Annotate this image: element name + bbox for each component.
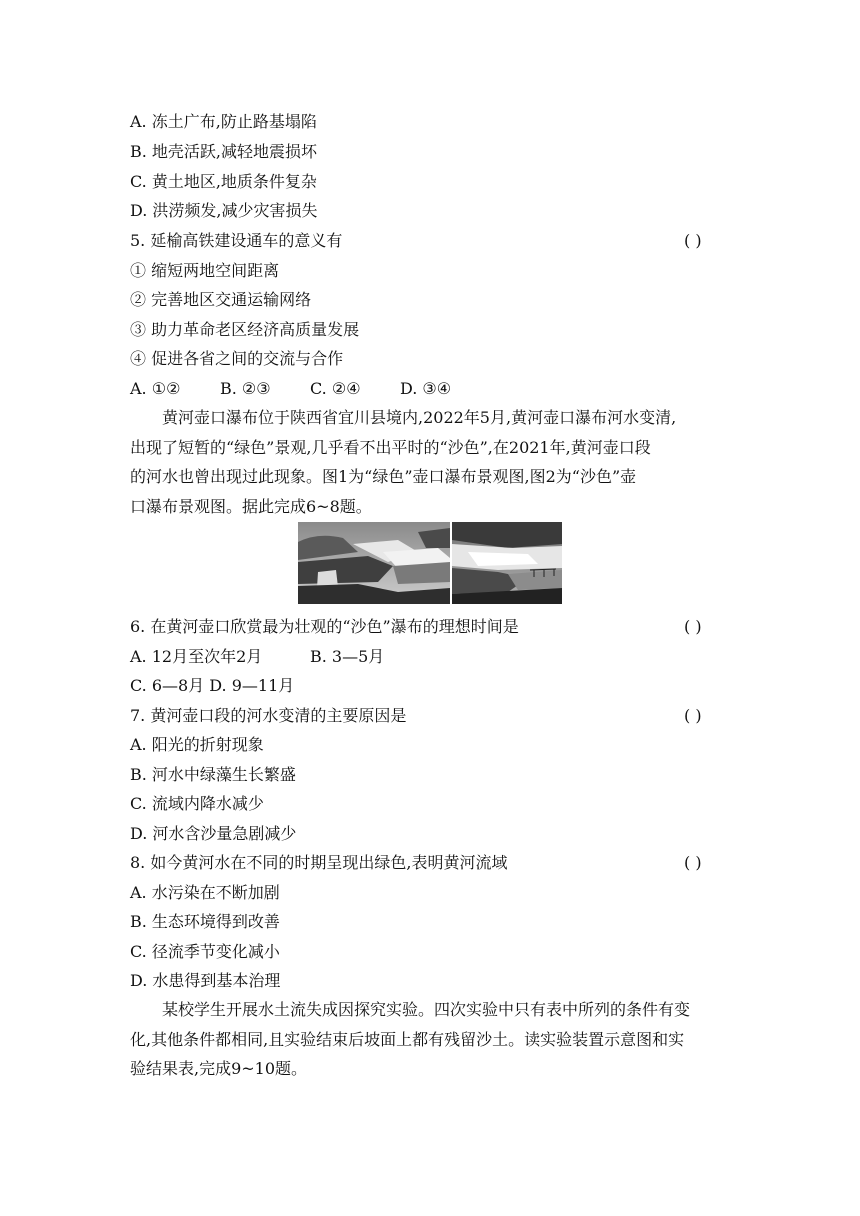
waterfall-photos: [298, 522, 562, 604]
figure-2-sandy-waterfall: [452, 522, 562, 604]
q5-item-1: ① 缩短两地空间距离: [130, 261, 280, 280]
q8-option-a: A. 水污染在不断加剧: [130, 883, 280, 902]
q4-option-b: B. 地壳活跃,减轻地震损坏: [130, 142, 318, 161]
passage1-line-1: 黄河壶口瀑布位于陕西省宜川县境内,2022年5月,黄河壶口瀑布河水变清,: [162, 408, 677, 427]
passage1-line-2: 出现了短暂的“绿色”景观,几乎看不出平时的“沙色”,在2021年,黄河壶口段: [130, 437, 651, 457]
q6-options-row-1: [130, 647, 384, 667]
q5-option-b: B. ②③: [220, 379, 271, 398]
q7-option-a: A. 阳光的折射现象: [130, 735, 264, 754]
q6-stem: 6. 在黄河壶口欣赏最为壮观的“沙色”瀑布的理想时间是: [130, 617, 519, 636]
q6-option-a: A. 12月至次年2月: [130, 647, 263, 666]
q4-option-a: A. 冻土广布,防止路基塌陷: [130, 112, 317, 131]
q6-answer-bracket: ( ): [684, 617, 702, 636]
q5-answer-bracket: ( ): [684, 231, 702, 250]
q5-option-d: D. ③④: [400, 379, 452, 398]
q8-option-c: C. 径流季节变化减小: [130, 942, 280, 961]
q7-option-d: D. 河水含沙量急剧减少: [130, 824, 297, 843]
q4-option-d: D. 洪涝频发,减少灾害损失: [130, 201, 318, 220]
q6-options-row-2: C. 6—8月 D. 9—11月: [130, 676, 295, 695]
q6-option-b: B. 3—5月: [310, 647, 385, 666]
q5-option-c: C. ②④: [310, 379, 361, 398]
passage2-line-2: 化,其他条件都相同,且实验结束后坡面上都有残留沙土。读实验装置示意图和实: [130, 1029, 685, 1049]
passage2-line-1: 某校学生开展水土流失成因探究实验。四次实验中只有表中所列的条件有变: [162, 1000, 691, 1019]
q5-options: [130, 379, 451, 399]
q7-answer-bracket: ( ): [684, 706, 702, 725]
q7-option-c: C. 流域内降水减少: [130, 794, 264, 813]
passage1-line-4: 口瀑布景观图。据此完成6~8题。: [130, 496, 372, 516]
passage-hukou-waterfall: [130, 403, 730, 521]
q5-stem: 5. 延榆高铁建设通车的意义有: [130, 231, 343, 250]
q8-stem: 8. 如今黄河水在不同的时期呈现出绿色,表明黄河流域: [130, 853, 508, 872]
q5-item-3: ③ 助力革命老区经济高质量发展: [130, 320, 360, 339]
waterfall-photo-figure: [298, 522, 562, 604]
figure-1-green-waterfall: [298, 522, 450, 604]
q7-stem: 7. 黄河壶口段的河水变清的主要原因是: [130, 706, 407, 725]
q8-option-b: B. 生态环境得到改善: [130, 912, 280, 931]
q5-item-2: ② 完善地区交通运输网络: [130, 290, 312, 309]
q5-option-a: A. ①②: [130, 379, 181, 398]
passage-soil-erosion-experiment: [130, 995, 730, 1084]
q4-option-c: C. 黄土地区,地质条件复杂: [130, 172, 317, 191]
q5-item-4: ④ 促进各省之间的交流与合作: [130, 349, 344, 368]
q8-option-d: D. 水患得到基本治理: [130, 971, 281, 990]
passage2-line-3: 验结果表,完成9~10题。: [130, 1059, 308, 1078]
passage1-line-3: 的河水也曾出现过此现象。图1为“绿色”壶口瀑布景观图,图2为“沙色”壶: [130, 467, 637, 486]
q7-option-b: B. 河水中绿藻生长繁盛: [130, 765, 296, 784]
q8-answer-bracket: ( ): [684, 853, 702, 872]
